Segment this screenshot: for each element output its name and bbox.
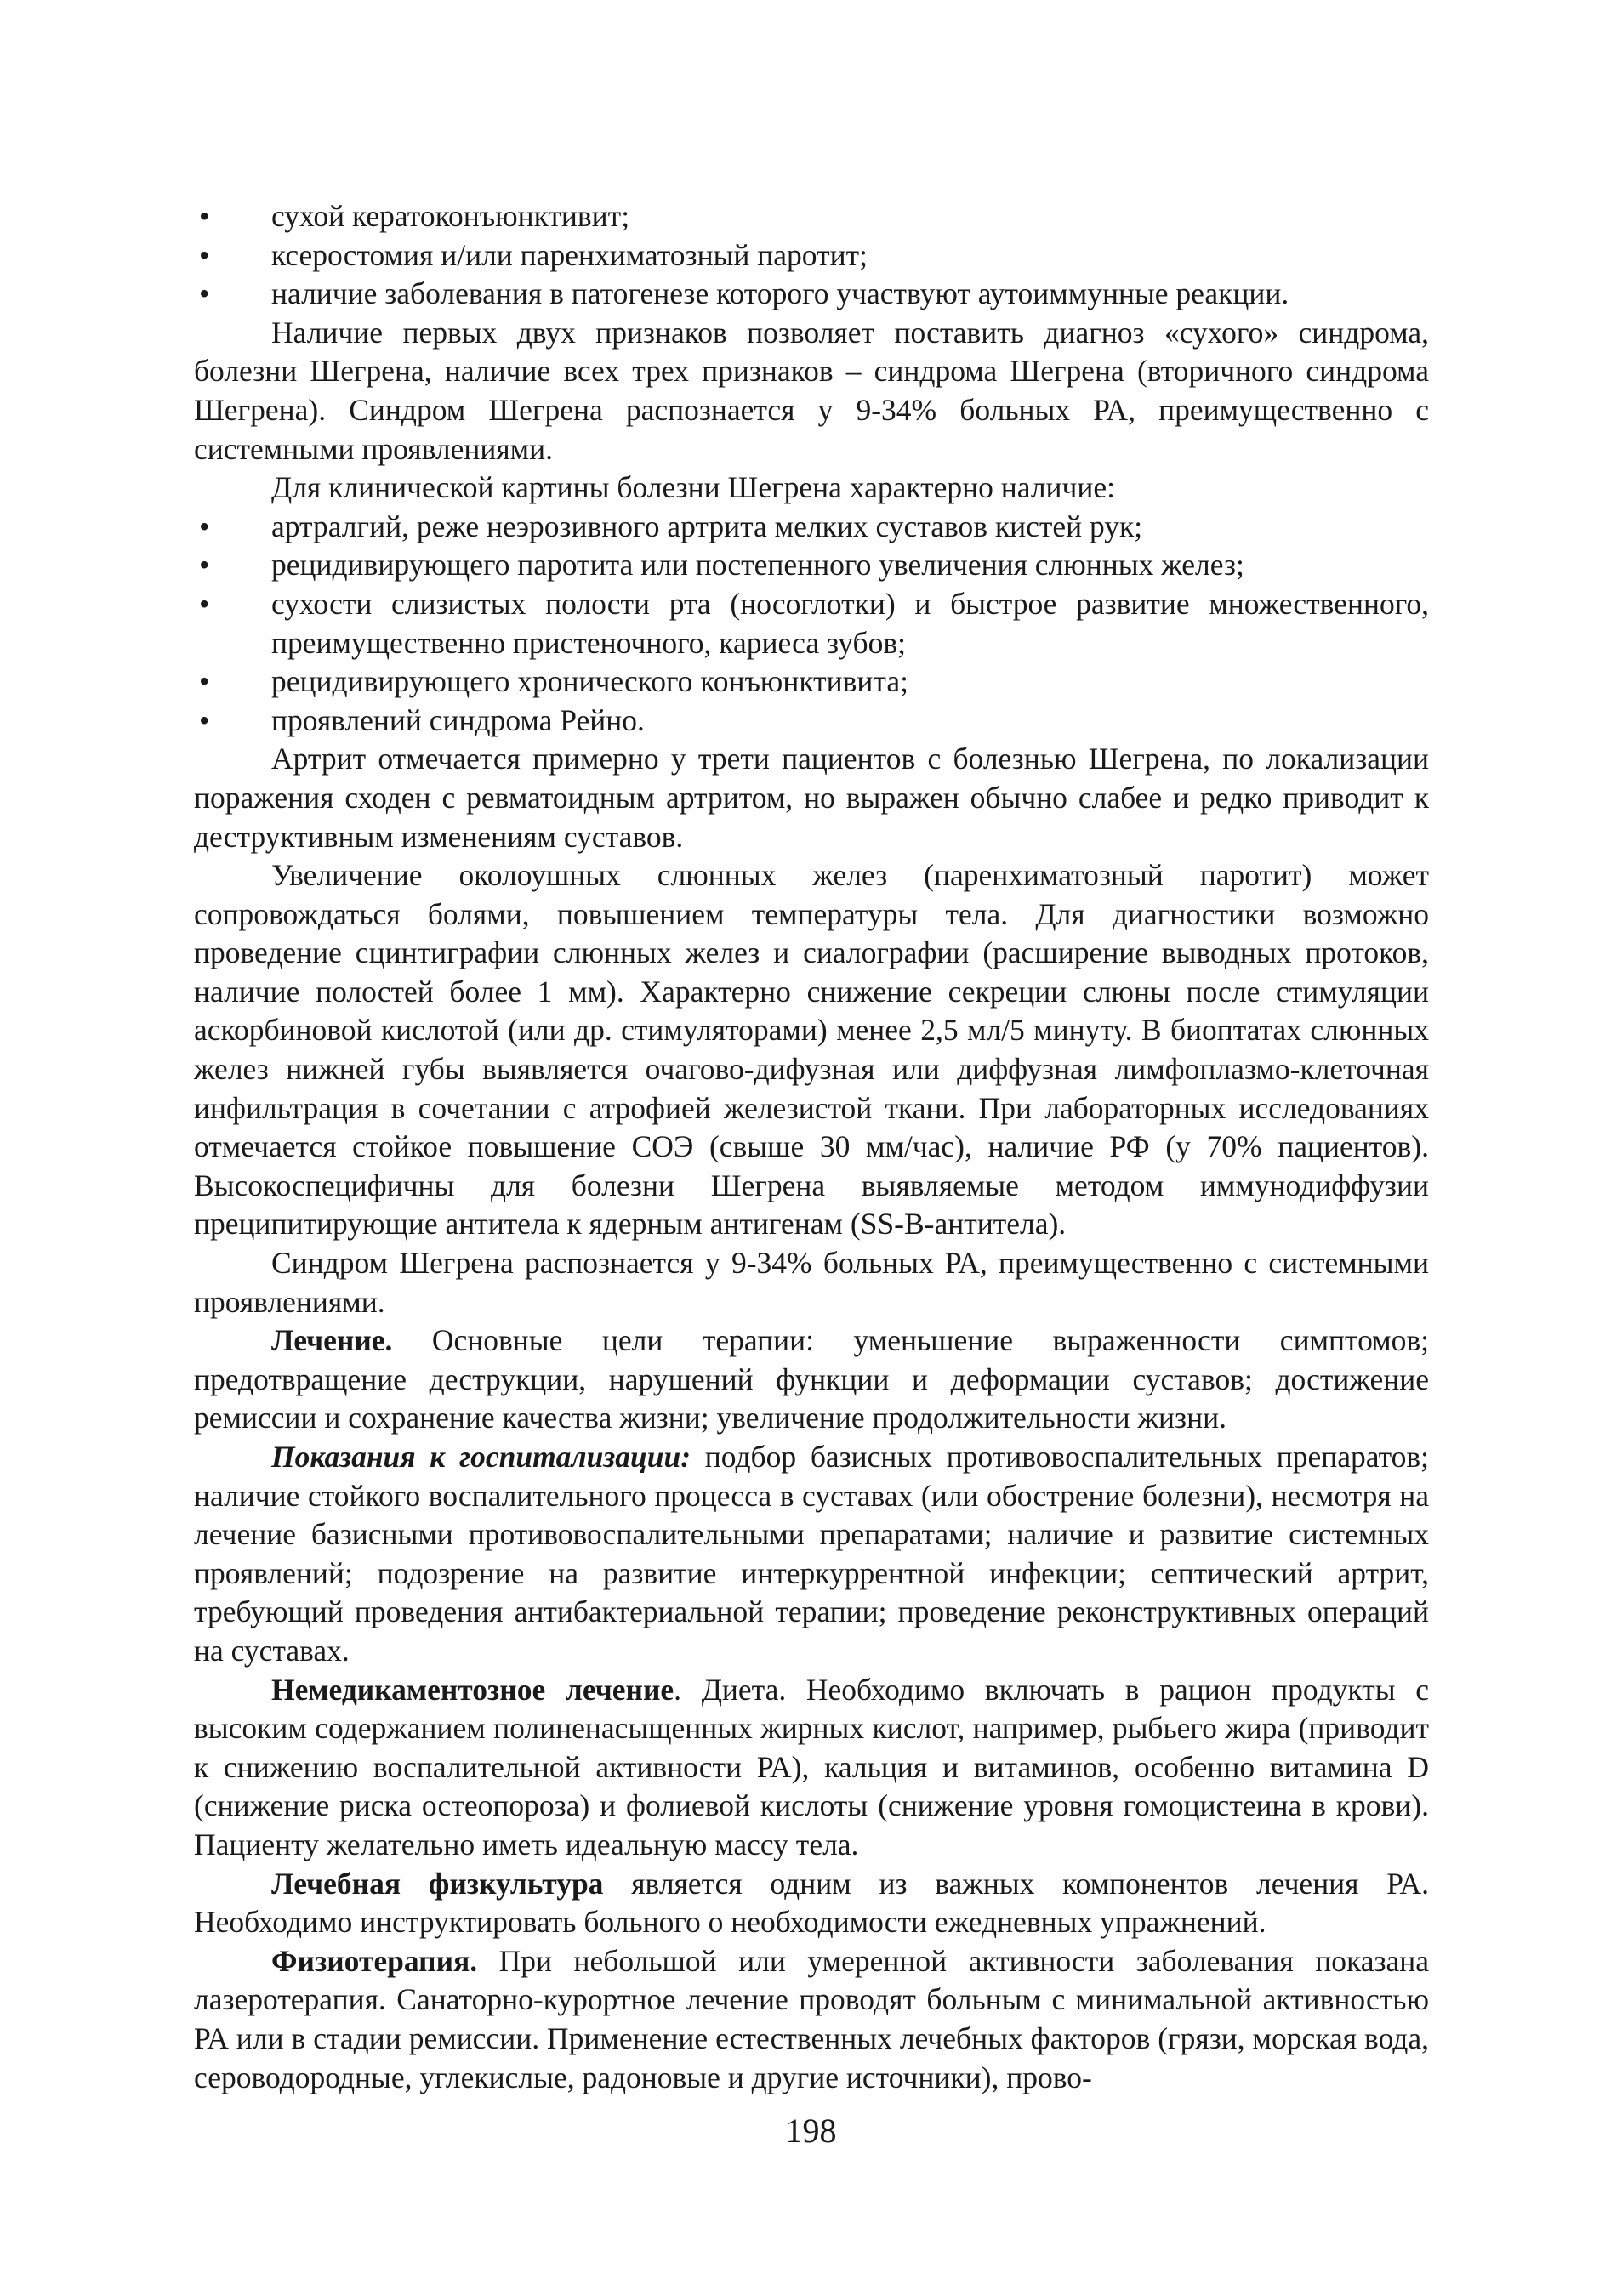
list-item <box>194 585 1429 662</box>
heading-nondrug: Немедикаментозное лечение <box>271 1672 674 1707</box>
paragraph-hospitalization <box>194 1438 1429 1671</box>
heading-exercise: Лечебная физкультура <box>271 1866 604 1901</box>
bullet-icon: • <box>199 237 210 272</box>
paragraph-text: . Диета. Необходимо включать в рацион продукты с высоким содержанием полиненасыщенных жирных кислот, например, рыбьего жира (приводит к снижению воспалительной активности РА), кальция и витаминов, особенно витамина D (снижение риска остеопороза) и фолиевой кислоты (снижение уровня гомоцистеина в крови). Пациенту желательно иметь идеальную массу тела. <box>194 1672 1429 1861</box>
list-item-text: артралгий, реже неэрозивного артрита мелких суставов кистей рук; <box>271 509 1143 543</box>
paragraph-nondrug <box>194 1671 1429 1865</box>
heading-hospitalization: Показания к госпитализации: <box>271 1440 691 1474</box>
bullet-icon: • <box>199 199 210 233</box>
list-item <box>194 197 1429 236</box>
page-number: 198 <box>785 2111 837 2150</box>
list-item-text: сухой кератоконъюнктивит; <box>271 199 630 233</box>
heading-physio: Физиотерапия. <box>271 1943 478 1978</box>
list-item <box>194 275 1429 314</box>
bullet-icon: • <box>199 702 210 737</box>
paragraph: Наличие первых двух признаков позволяет поставить диагноз «сухого» синдрома, болезни Шегрена, наличие всех трех признаков – синдрома Шегрена (вторичного синдрома Шегрена). Синдром Шегрена распознается у 9-34% больных РА, преимущественно с системными проявлениями. <box>194 315 1429 466</box>
list-item-text: проявлений синдрома Рейно. <box>271 702 645 737</box>
bullet-icon: • <box>199 664 210 699</box>
list-item <box>194 508 1429 547</box>
paragraph: Синдром Шегрена распознается у 9-34% больных РА, преимущественно с системными проявлениями. <box>194 1246 1429 1319</box>
bullet-icon: • <box>199 548 210 583</box>
list-item <box>194 236 1429 276</box>
paragraph-exercise <box>194 1865 1429 1942</box>
bullet-icon: • <box>199 586 210 621</box>
list-item <box>194 546 1429 585</box>
bullet-icon: • <box>199 276 210 311</box>
list-item-text: ксеростомия и/или паренхиматозный паротит; <box>271 237 868 272</box>
bullet-icon: • <box>199 509 210 543</box>
page-body <box>194 197 1429 2097</box>
paragraph-text: подбор базисных противовоспалительных препаратов; наличие стойкого воспалительного процесса в суставах (или обострение болезни), несмотря на лечение базисными противовоспалительными препаратами; наличие и развитие системных проявлений; подозрение на развитие интеркуррентной инфекции; септический артрит, требующий проведения антибактериальной терапии; проведение реконструктивных операций на суставах. <box>194 1440 1429 1668</box>
paragraph-text: Основные цели терапии: уменьшение выраженности симптомов; предотвращение деструкции, нарушений функции и деформации суставов; достижение ремиссии и сохранение качества жизни; увеличение продолжительности жизни. <box>194 1323 1429 1435</box>
heading-treatment: Лечение. <box>271 1323 393 1358</box>
paragraph-text: При небольшой или умеренной активности заболевания показана лазеротерапия. Санаторно-курортное лечение проводят больным с минимальной активностью РА или в стадии ремиссии. Применение естественных лечебных факторов (грязи, морская вода, сероводородные, углекислые, радоновые и другие источники), прово- <box>194 1943 1429 2094</box>
paragraph: Увеличение околоушных слюнных желез (паренхиматозный паротит) может сопровождаться болями, повышением температуры тела. Для диагностики возможно проведение сцинтиграфии слюнных желез и сиалографии (расширение выводных протоков, наличие полостей более 1 мм). Характерно снижение секреции слюны после стимуляции аскорбиновой кислотой (или др. стимуляторами) менее 2,5 мл/5 минуту. В биоптатах слюнных желез нижней губы выявляется очагово-дифузная или диффузная лимфоплазмо-клеточная инфильтрация в сочетании с атрофией железистой ткани. При лабораторных исследованиях отмечается стойкое повышение СОЭ (свыше 30 мм/час), наличие РФ (у 70% пациентов). Высокоспецифичны для болезни Шегрена выявляемые методом иммунодиффузии преципитирующие антитела к ядерным антигенам (SS-B-антитела). <box>194 858 1429 1242</box>
paragraph-physio <box>194 1942 1429 2097</box>
paragraph-treatment <box>194 1321 1429 1438</box>
list-item-text: наличие заболевания в патогенезе которого участвуют аутоиммунные реакции. <box>271 276 1289 311</box>
list-item-text: рецидивирующего паротита или постепенного увеличения слюнных желез; <box>271 548 1244 583</box>
list-item <box>194 702 1429 741</box>
paragraph-text: является одним из важных компонентов лечения РА. Необходимо инструктировать больного о необходимости ежедневных упражнений. <box>194 1866 1429 1940</box>
list-item-text: сухости слизистых полости рта (носоглотки) и быстрое развитие множественного, преимущественно пристеночного, кариеса зубов; <box>271 586 1429 660</box>
list-item <box>194 662 1429 702</box>
paragraph: Для клинической картины болезни Шегрена характерно наличие: <box>271 470 1116 505</box>
list-item-text: рецидивирующего хронического конъюнктивита; <box>271 664 908 699</box>
paragraph: Артрит отмечается примерно у трети пациентов с болезнью Шегрена, по локализации поражения сходен с ревматоидным артритом, но выражен обычно слабее и редко приводит к деструктивным изменениям суставов. <box>194 742 1429 854</box>
